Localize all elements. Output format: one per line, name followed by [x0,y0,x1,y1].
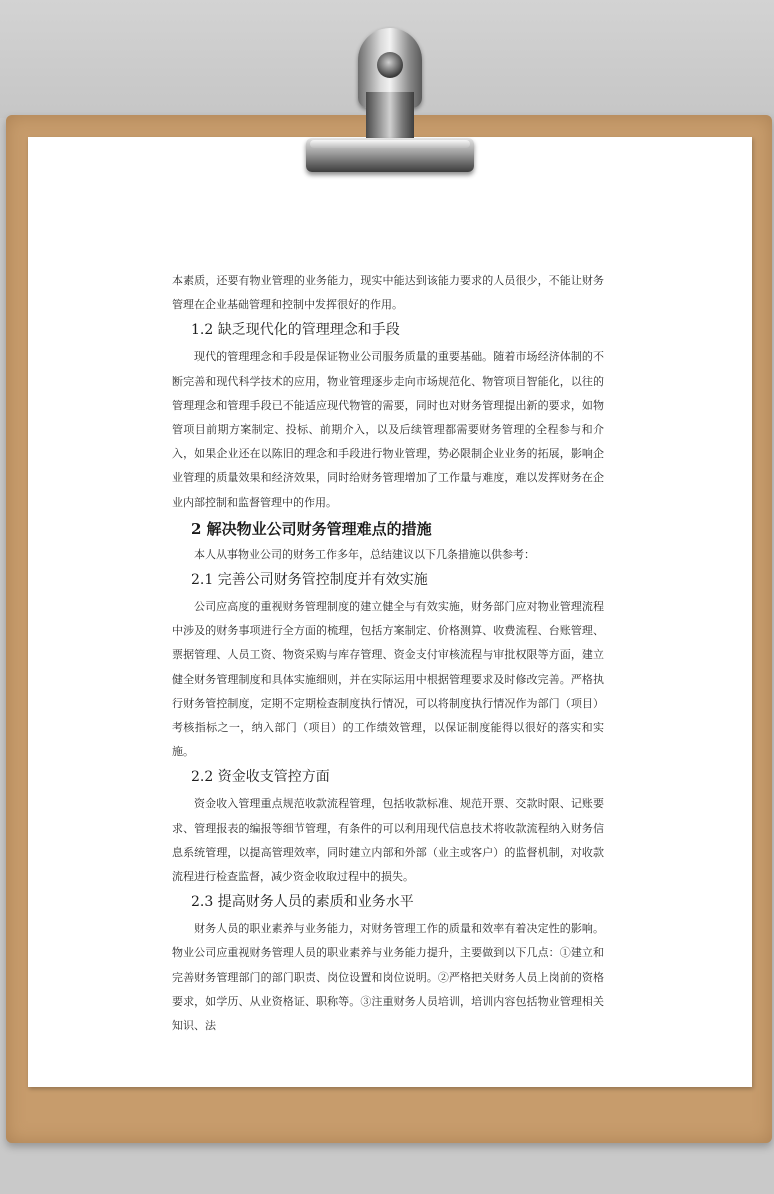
heading-2-2: 2.2 资金收支管控方面 [191,769,330,786]
heading-2-3: 2.3 提高财务人员的素质和业务水平 [191,894,414,911]
paragraph-modern-management: 现代的管理理念和手段是保证物业公司服务质量的重要基础。随着市场经济体制的不断完善和现代科学技术的应用，物业管理逐步走向市场规范化、物管项目智能化，以往的管理理念和管理手段已不能适应现代物管的需要，同时也对财务管理提出新的要求，如物管项目前期方案制定、投标、前期介入，以及后续管理都需要财务管理的全程参与和介入，如果企业还在以陈旧的理念和手段进行物业管理，势必限制企业业务的拓展，影响企业管理的质量效果和经济效果，同时给财务管理增加了工作量与难度，难以发挥财务在企业内部控制和监督管理中的作用。 [172,350,604,509]
clip-hole [377,52,403,78]
clip-neck [366,92,414,140]
heading-section-2: 2 解决物业公司财务管理难点的措施 [191,519,432,538]
heading-2-1: 2.1 完善公司财务管控制度并有效实施 [191,572,428,589]
paragraph-staff-quality: 财务人员的职业素养与业务能力，对财务管理工作的质量和效率有着决定性的影响。物业公司应重视财务管理人员的职业素养与业务能力提升，主要做到以下几点：①建立和完善财务管理部门的部门职责、岗位设置和岗位说明。②严格把关财务人员上岗前的资格要求，如学历、从业资格证、职称等。③注重财务人员培训，培训内容包括物业管理相关知识、法 [172,922,604,1033]
document-body [172,269,604,1038]
heading-1-2: 1.2 缺乏现代化的管理理念和手段 [191,322,400,339]
paragraph-control-system: 公司应高度的重视财务管理制度的建立健全与有效实施，财务部门应对物业管理流程中涉及的财务事项进行全方面的梳理，包括方案制定、价格测算、收费流程、台账管理、票据管理、人员工资、物资采购与库存管理、资金支付审核流程与审批权限等方面，建立健全财务管理制度和具体实施细则，并在实际运用中根据管理要求及时修改完善。严格执行财务管控制度，定期不定期检查制度执行情况，可以将制度执行情况作为部门（项目）考核指标之一，纳入部门（项目）的工作绩效管理，以保证制度能得以很好的落实和实施。 [172,600,604,759]
paragraph-intro-continuation: 本素质，还要有物业管理的业务能力，现实中能达到该能力要求的人员很少，不能让财务管理在企业基础管理和控制中发挥很好的作用。 [172,274,604,312]
paragraph-measures-intro: 本人从事物业公司的财务工作多年，总结建议以下几条措施以供参考： [194,547,535,561]
paragraph-fund-control: 资金收入管理重点规范收款流程管理，包括收款标准、规范开票、交款时限、记账要求、管理报表的编报等细节管理，有条件的可以利用现代信息技术将收款流程纳入财务信息系统管理，以提高管理效率，同时建立内部和外部（业主或客户）的监督机制，对收款流程进行检查监督，减少资金收取过程中的损失。 [172,797,604,884]
clip-base-highlight [310,140,470,148]
